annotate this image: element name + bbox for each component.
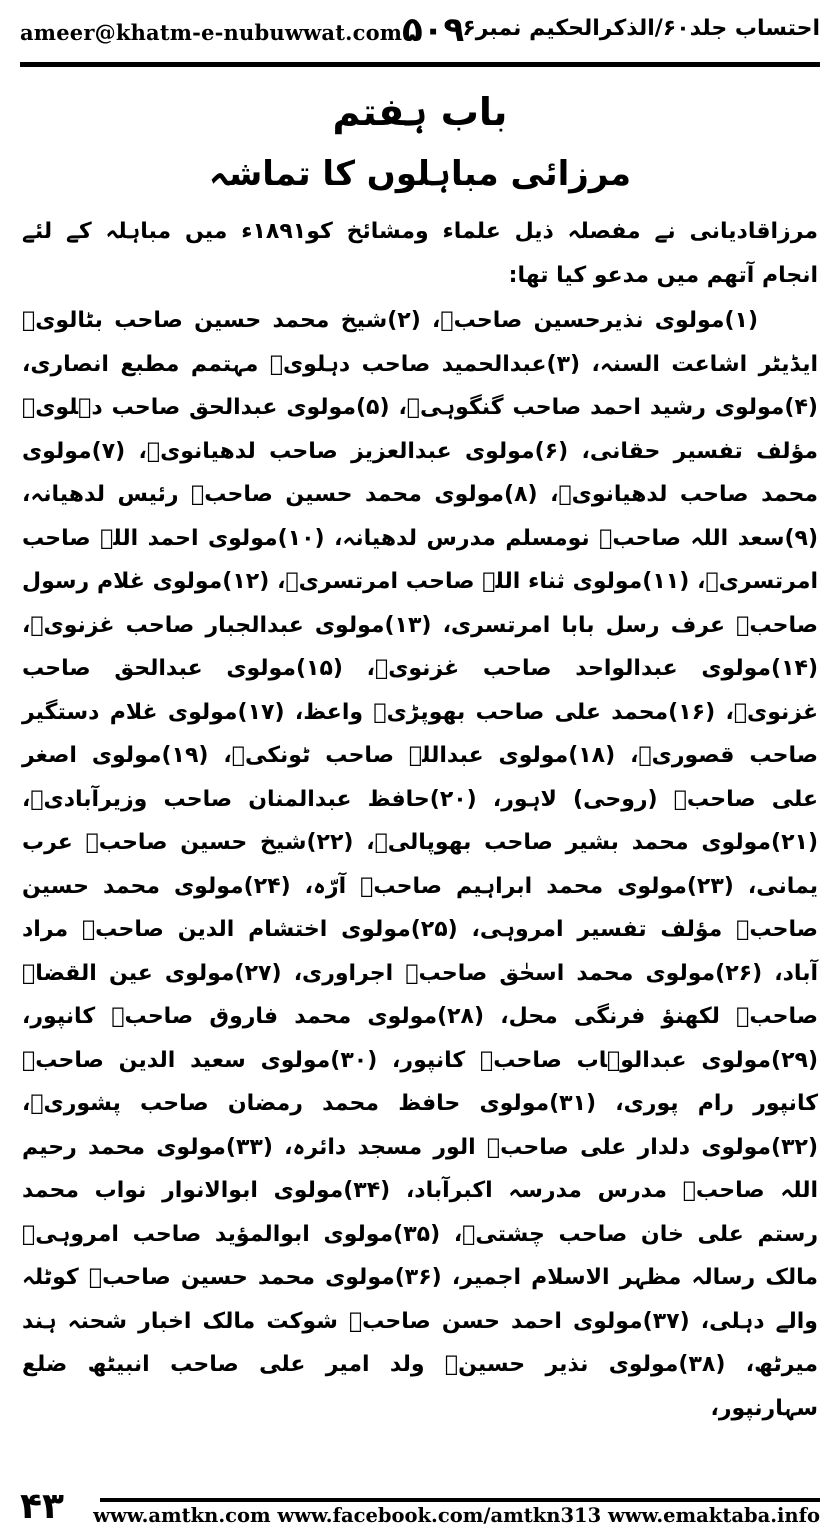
chapter-heading: باب ہفتم: [332, 90, 508, 134]
header-page-number: ۵۰۹: [402, 10, 465, 50]
intro-paragraph: مرزاقادیانی نے مفصلہ ذیل علماء ومشائخ کو۱۸۹۱ء میں مباہلہ کے لئے انجام آتھم میں مدعو کیا تھا:: [22, 219, 819, 288]
page-footer: [20, 1486, 820, 1530]
body-text: [22, 210, 818, 1430]
footer-links: www.amtkn.com www.facebook.com/amtkn313 www.emaktaba.info: [93, 1504, 820, 1527]
running-head: احتساب جلد۶۰/الذکرالحکیم نمبر۶: [462, 16, 820, 41]
header-email: ameer@khatm-e-nubuwwat.com: [20, 20, 403, 45]
footer-rule: [100, 1498, 820, 1502]
page-header: [20, 10, 820, 56]
footer-page-number: ۴۳: [20, 1486, 64, 1527]
scholars-list: (۱)مولوی نذیرحسین صاحبؒ، (۲)شیخ محمد حسین صاحب بٹالویؒ ایڈیٹر اشاعت السنہ، (۳)عبدالحمید صاحب دہلویؒ مہتمم مطبع انصاری، (۴)مولوی رشید احمد صاحب گنگوہیؒ، (۵)مولوی عبدالحق صاحب دہلویؒ مؤلف تفسیر حقانی، (۶)مولوی عبدالعزیز صاحب لدھیانویؒ، (۷)مولوی محمد صاحب لدھیانویؒ، (۸)مولوی محمد حسین صاحبؒ رئیس لدھیانہ، (۹)سعد اللہ صاحبؒ نومسلم مدرس لدھیانہ، (۱۰)مولوی احمد اللہ صاحب امرتسریؒ، (۱۱)مولوی ثناء اللہ صاحب امرتسریؒ، (۱۲)مولوی غلام رسول صاحبؒ عرف رسل بابا امرتسری، (۱۳)مولوی عبدالجبار صاحب غزنویؒ، (۱۴)مولوی عبدالواحد صاحب غزنویؒ، (۱۵)مولوی عبدالحق صاحب غزنویؒ، (۱۶)محمد علی صاحب بھوپڑیؒ واعظ، (۱۷)مولوی غلام دستگیر صاحب قصوریؒ، (۱۸)مولوی عبداللہ صاحب ٹونکیؒ، (۱۹)مولوی اصغر علی صاحبؒ (روحی) لاہور، (۲۰)حافظ عبدالمنان صاحب وزیرآبادیؒ، (۲۱)مولوی محمد بشیر صاحب بھوپالیؒ، (۲۲)شیخ حسین صاحبؒ عرب یمانی، (۲۳)مولوی محمد ابراہیم صاحبؒ آرّہ، (۲۴)مولوی محمد حسین صاحبؒ مؤلف تفسیر امروہی، (۲۵)مولوی اختشام الدین صاحبؒ مراد آباد، (۲۶)مولوی محمد اسحٰق صاحبؒ اجراوری، (۲۷)مولوی عین القضاۃ صاحبؒ لکھنؤ فرنگی محل، (۲۸)مولوی محمد فاروق صاحبؒ کانپور، (۲۹)مولوی عبدالوہاب صاحبؒ کانپور، (۳۰)مولوی سعید الدین صاحبؒ کانپور رام پوری، (۳۱)مولوی حافظ محمد رمضان صاحب پشوریؒ، (۳۲)مولوی دلدار علی صاحبؒ الور مسجد دائرہ، (۳۳)مولوی محمد رحیم اللہ صاحبؒ مدرس مدرسہ اکبرآباد، (۳۴)مولوی ابوالانوار نواب محمد رستم علی خان صاحب چشتیؒ، (۳۵)مولوی ابوالمؤید صاحب امروہیؒ مالک رسالہ مظہر الاسلام اجمیر، (۳۶)مولوی محمد حسین صاحبؒ کوٹلہ والے دہلی، (۳۷)مولوی احمد حسن صاحبؒ شوکت مالک اخبار شحنہ ہند میرٹھ، (۳۸)مولوی نذیر حسینؒ ولد امیر علی صاحب انبیٹھ ضلع سہارنپور،: [22, 308, 819, 1421]
chapter-title: مرزائی مباہلوں کا تماشہ: [208, 154, 632, 194]
header-rule: [20, 62, 820, 67]
